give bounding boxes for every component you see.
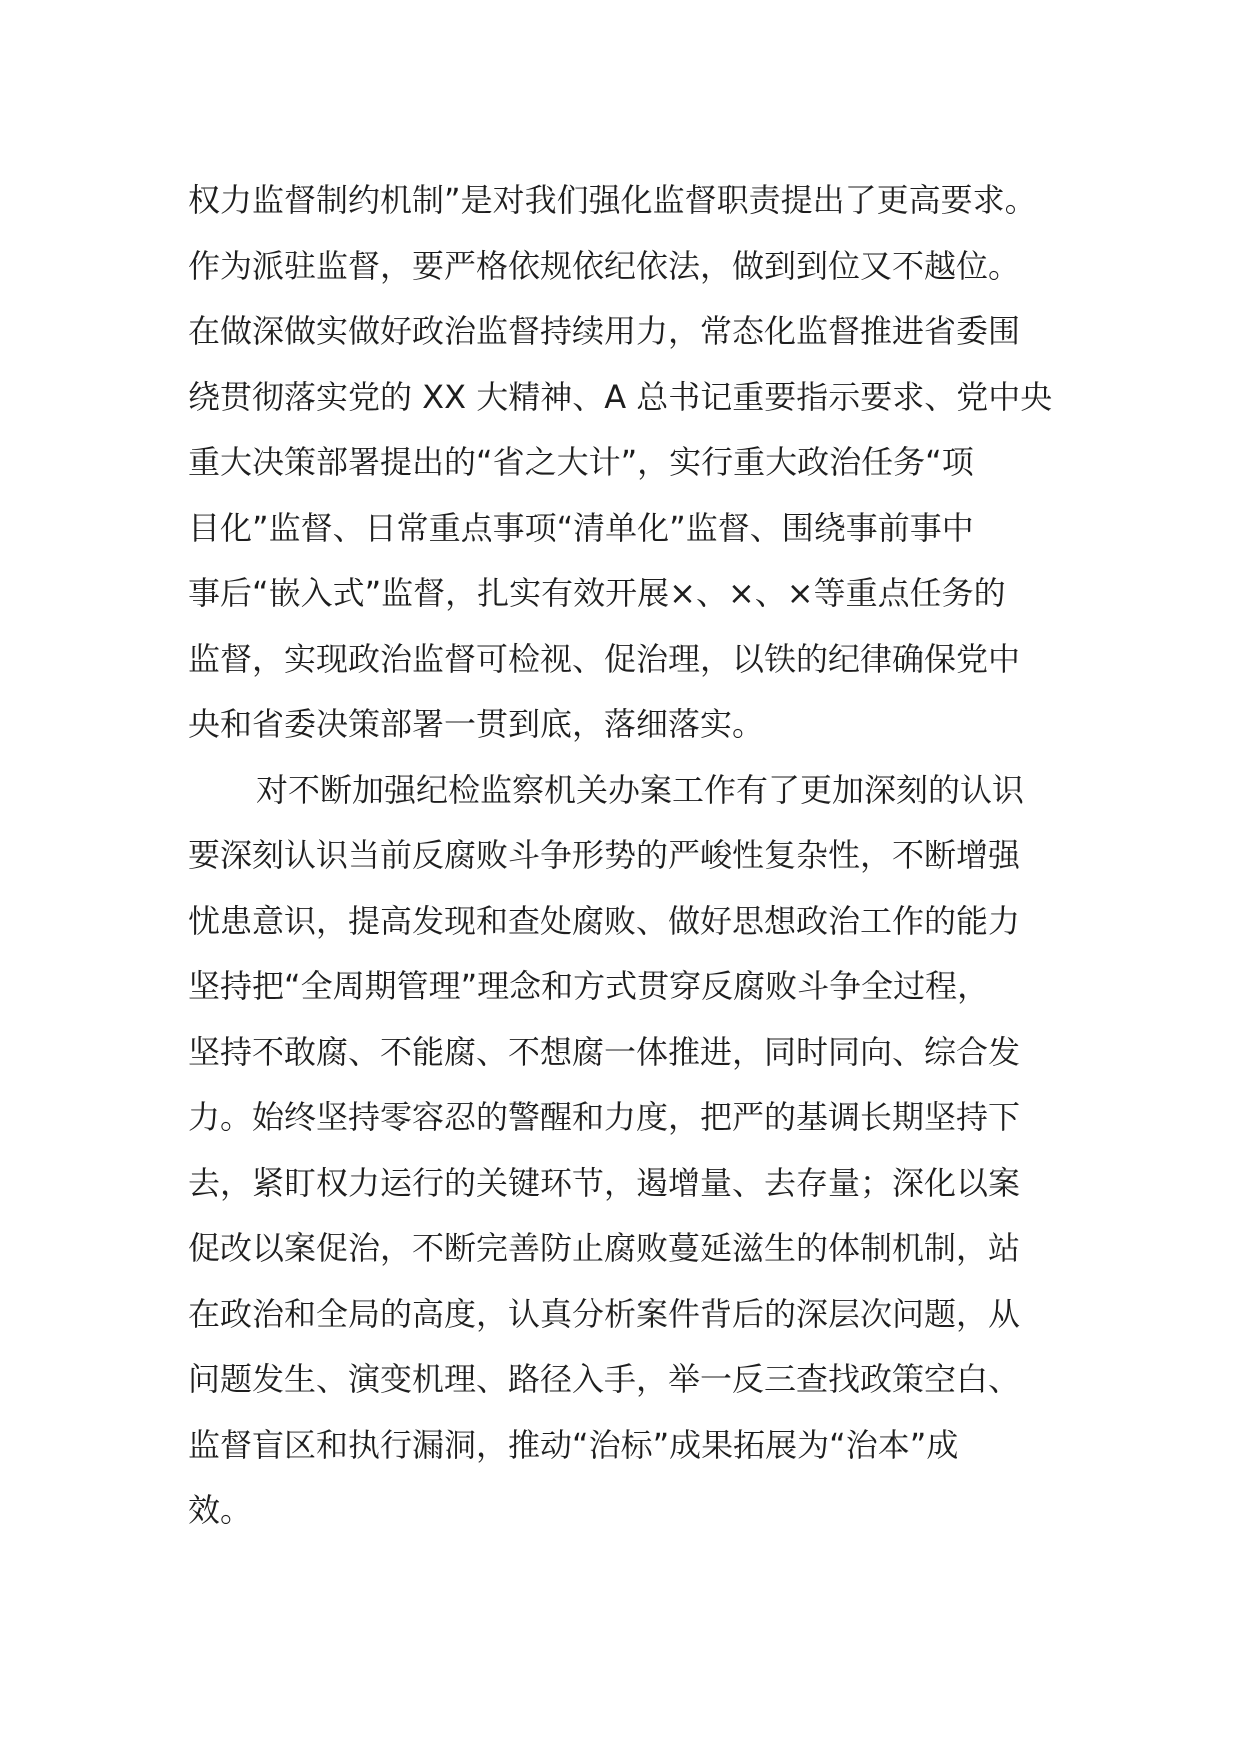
paragraph-heading-line: 对不断加强纪检监察机关办案工作有了更加深刻的认识 [256, 770, 1025, 809]
text-line: 力。始终坚持零容忍的警醒和力度，把严的基调长期坚持下 [188, 1098, 1021, 1136]
text-line: 作为派驻监督，要严格依规依纪依法，做到到位又不越位。 [188, 246, 1021, 285]
text-line: 事后“嵌入式”监督，扎实有效开展×、×、×等重点任务的 [188, 574, 1006, 612]
text-line: 在政治和全局的高度，认真分析案件背后的深层次问题，从 [188, 1294, 1021, 1333]
text-line: 央和省委决策部署一贯到底，落细落实。 [188, 705, 765, 743]
text-line: 监督盲区和执行漏洞，推动“治标”成果拓展为“治本”成 [188, 1425, 959, 1464]
text-line: 效。 [188, 1491, 253, 1529]
text-line: 坚持把“全周期管理”理念和方式贯穿反腐败斗争全过程， [188, 967, 990, 1005]
text-line: 绕贯彻落实党的 XX 大精神、A 总书记重要指示要求、党中央 [188, 377, 1053, 416]
text-line: 目化”监督、日常重点事项“清单化”监督、围绕事前事中 [188, 508, 974, 547]
text-line: 去，紧盯权力运行的关键环节，遏增量、去存量；深化以案 [188, 1163, 1021, 1202]
text-line: 忧患意识，提高发现和查处腐败、做好思想政治工作的能力 [188, 901, 1021, 940]
text-line: 在做深做实做好政治监督持续用力，常态化监督推进省委围 [188, 312, 1021, 350]
body-text [188, 168, 1068, 1544]
text-line: 促改以案促治，不断完善防止腐败蔓延滋生的体制机制，站 [188, 1229, 1021, 1267]
text-line: 要深刻认识当前反腐败斗争形势的严峻性复杂性，不断增强 [188, 836, 1021, 874]
text-line: 监督，实现政治监督可检视、促治理，以铁的纪律确保党中 [188, 639, 1021, 678]
text-line: 权力监督制约机制”是对我们强化监督职责提出了更高要求。 [188, 181, 1037, 219]
text-line: 重大决策部署提出的“省之大计”，实行重大政治任务“项 [188, 443, 974, 481]
text-line: 坚持不敢腐、不能腐、不想腐一体推进，同时同向、综合发 [188, 1032, 1021, 1071]
text-line: 问题发生、演变机理、路径入手，举一反三查找政策空白、 [188, 1360, 1021, 1398]
